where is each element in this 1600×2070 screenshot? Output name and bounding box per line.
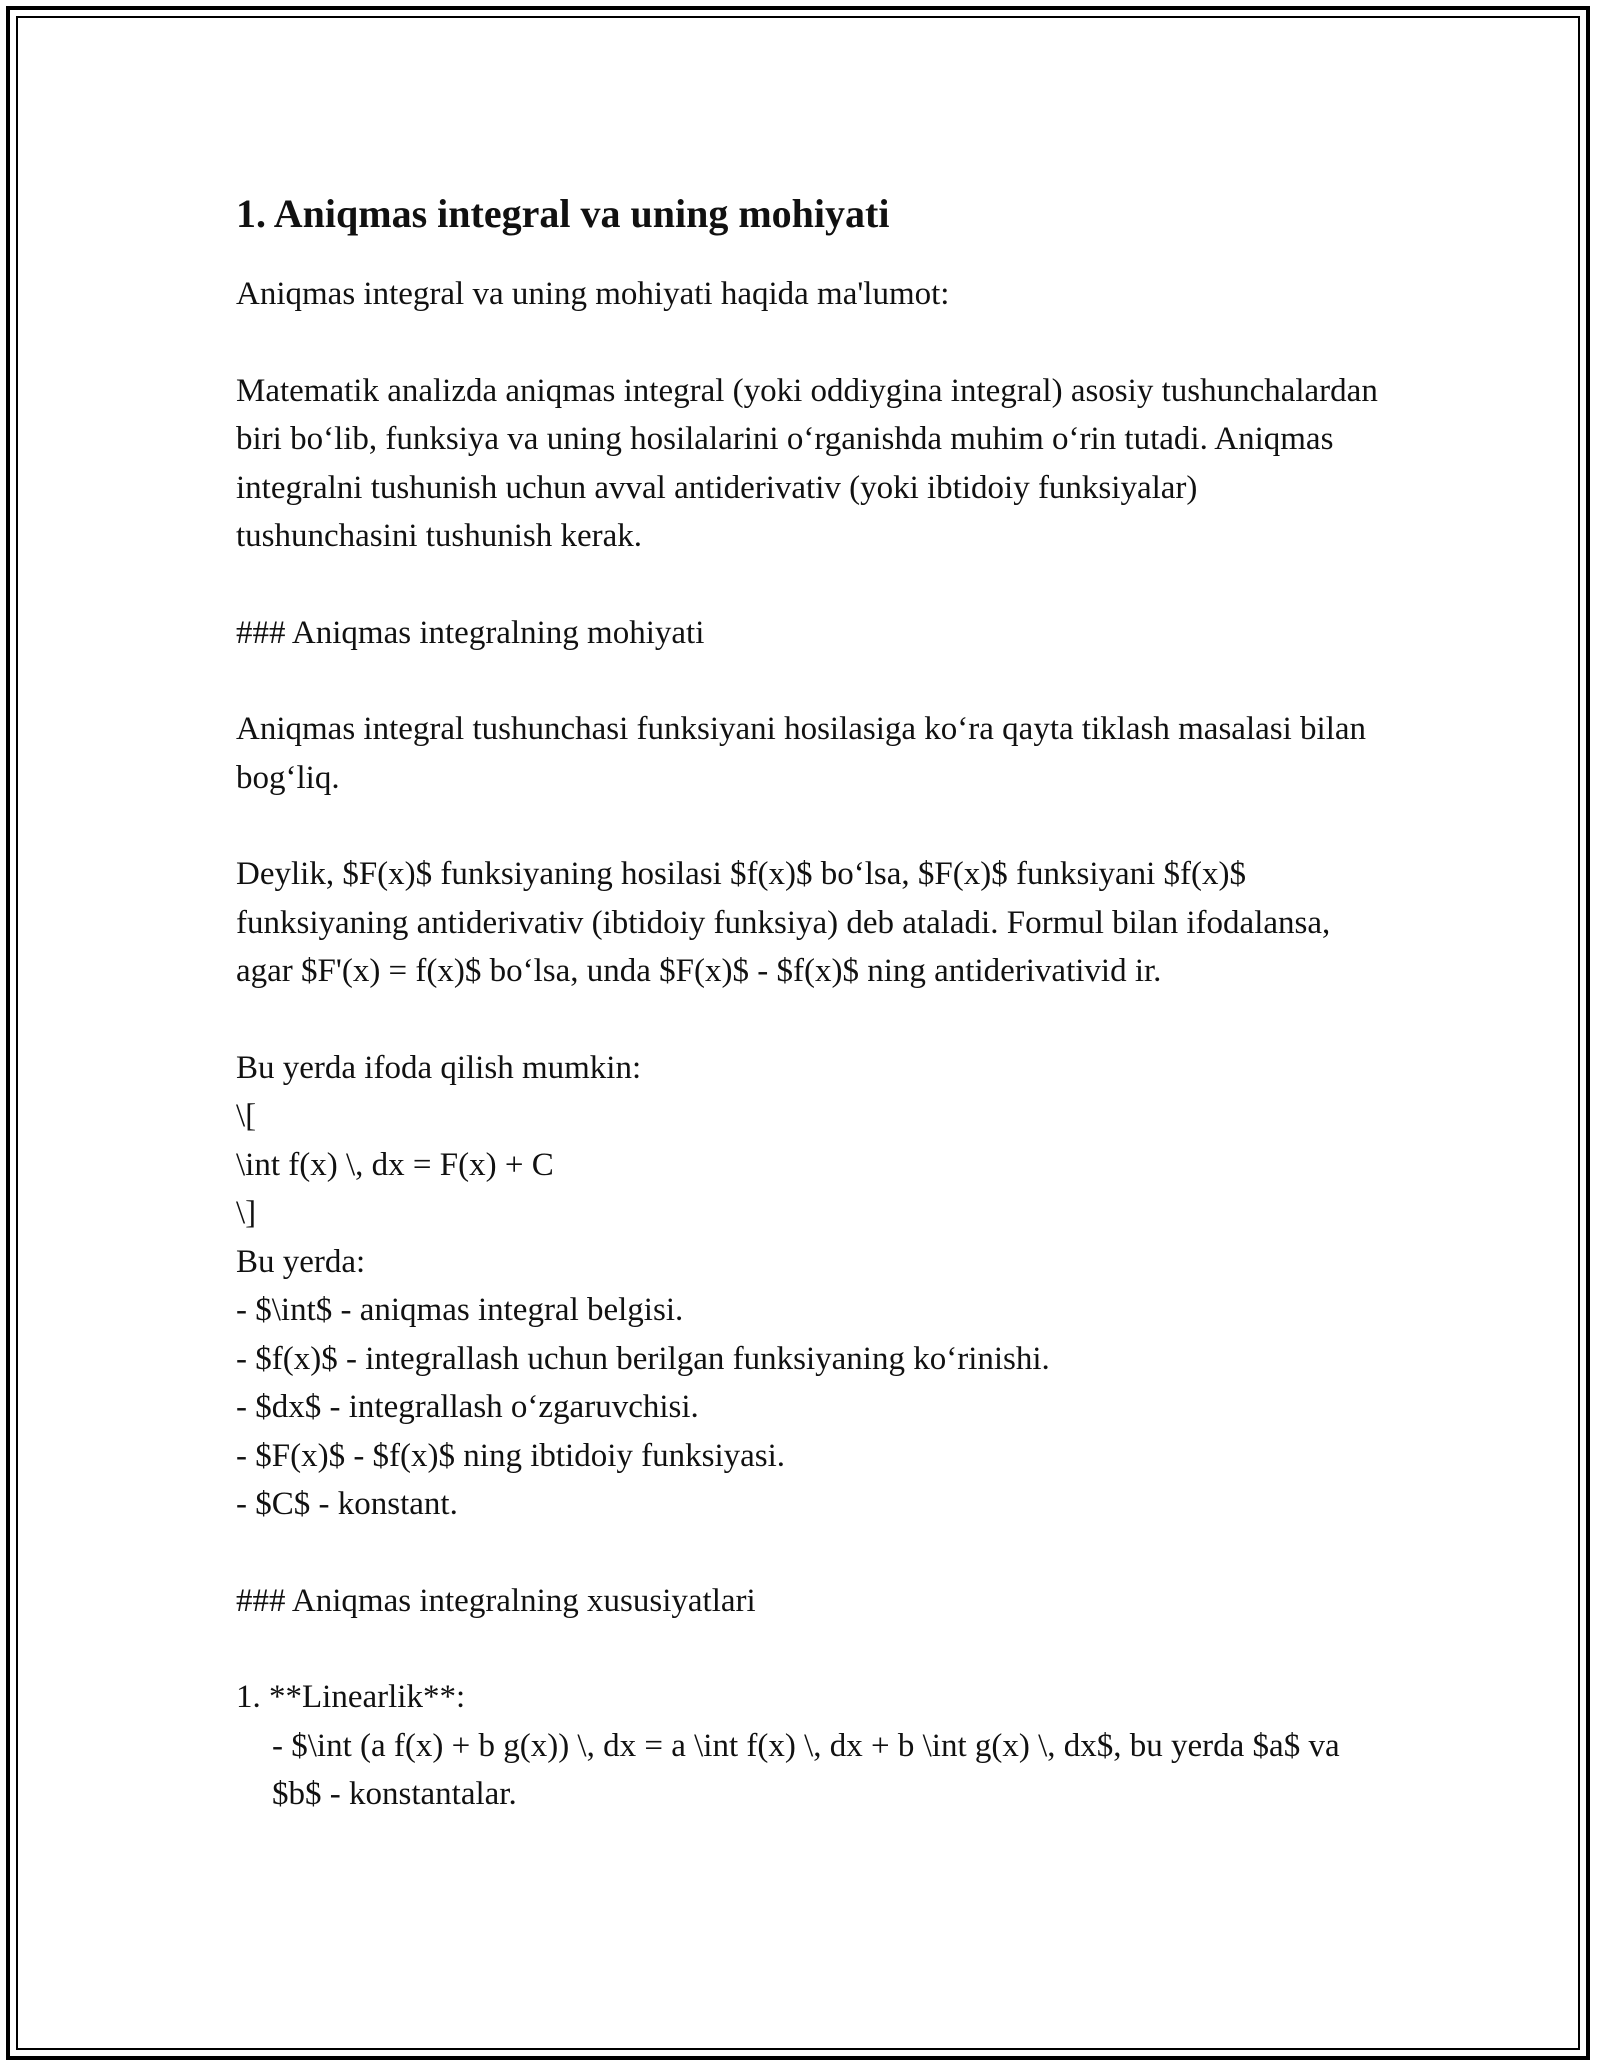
- section-heading-mohiyat: ### Aniqmas integralning mohiyati: [236, 614, 705, 651]
- section-heading-xususiyatlar: ### Aniqmas integralning xususiyatlari: [236, 1582, 756, 1619]
- document-title: 1. Aniqmas integral va uning mohiyati: [236, 191, 890, 236]
- list-item: - $f(x)$ - integrallash uchun berilgan funksiyaning ko‘rinishi.: [236, 1340, 1050, 1377]
- paragraph-definition: Matematik analizda aniqmas integral (yoki oddiygina integral) asosiy tushunchalardan biri bo‘lib, funksiya va uning hosilalarini o‘rganishda muhim o‘rin tutadi. Aniqmas integralni tushunish uchun avval antiderivativ (yoki ibtidoiy funksiyalar) tushunchasini tushunish kerak.: [236, 372, 1378, 554]
- property-label: 1. **Linearlik**:: [236, 1679, 466, 1715]
- list-item: - $C$ - konstant.: [236, 1486, 458, 1522]
- property-linearity: [236, 1673, 1386, 1819]
- paragraph-antiderivative: Deylik, $F(x)$ funksiyaning hosilasi $f(x)$ bo‘lsa, $F(x)$ funksiyani $f(x)$ funksiyaning antiderivativ (ibtidoiy funksiya) deb ataladi. Formul bilan ifodalansa, agar $F'(x) = f(x)$ bo‘lsa, unda $F(x)$ - $f(x)$ ning antiderivativid ir.: [236, 856, 1331, 989]
- property-text: - $\int (a f(x) + b g(x)) \, dx = a \int f(x) \, dx + b \int g(x) \, dx$, bu yerda $a$ va $b$ - konstantalar.: [272, 1727, 1348, 1812]
- formula-close: \]: [236, 1195, 257, 1231]
- paragraph-concept: Aniqmas integral tushunchasi funksiyani hosilasiga ko‘ra qayta tiklash masalasi bilan bog‘liq.: [236, 711, 1367, 796]
- formula-where: Bu yerda:: [236, 1243, 366, 1280]
- formula-block: [236, 1044, 1386, 1529]
- list-item: - $\int$ - aniqmas integral belgisi.: [236, 1292, 684, 1328]
- intro-text: Aniqmas integral va uning mohiyati haqida ma'lumot:: [236, 276, 950, 312]
- formula-lead: Bu yerda ifoda qilish mumkin:: [236, 1049, 642, 1086]
- formula-expression: \int f(x) \, dx = F(x) + C: [236, 1146, 554, 1183]
- list-item: - $dx$ - integrallash o‘zgaruvchisi.: [236, 1389, 699, 1425]
- document-body: [236, 186, 1386, 1819]
- list-item: - $F(x)$ - $f(x)$ ning ibtidoiy funksiyasi.: [236, 1437, 786, 1474]
- formula-open: \[: [236, 1098, 257, 1134]
